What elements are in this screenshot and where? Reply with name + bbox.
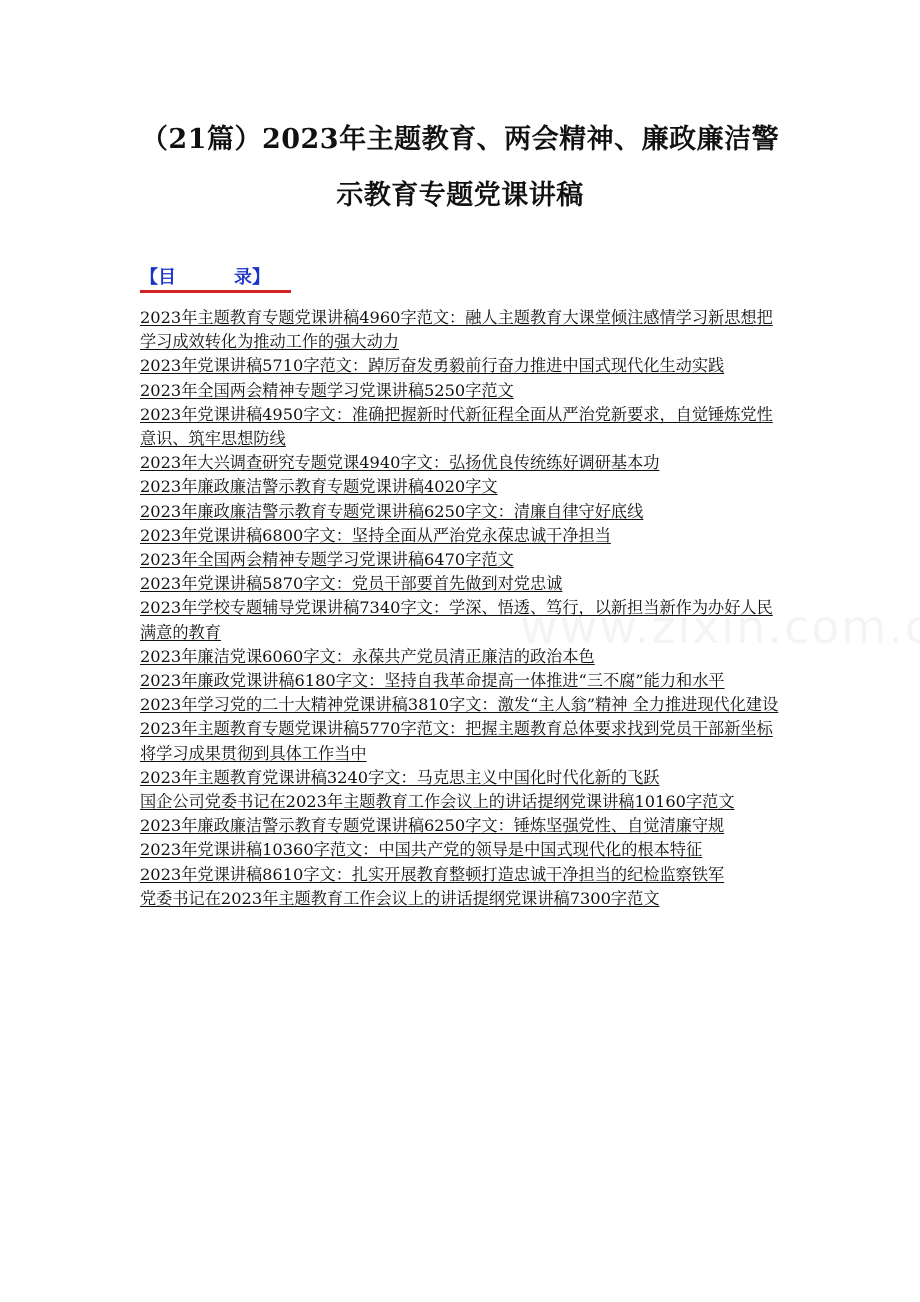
toc-link[interactable]: 2023年大兴调查研究专题党课4940字文：弘扬优良传统练好调研基本功 (140, 453, 660, 473)
toc-heading-right: 录】 (234, 267, 270, 288)
toc-link[interactable]: 2023年党课讲稿5870字文：党员干部要首先做到对党忠诚 (140, 574, 563, 594)
document-title (120, 112, 800, 224)
toc-link[interactable]: 2023年廉政廉洁警示教育专题党课讲稿6250字文：锤炼坚强党性、自觉清廉守规 (140, 816, 725, 836)
toc-link[interactable]: 2023年党课讲稿8610字文：扎实开展教育整顿打造忠诚干净担当的纪检监察铁军 (140, 864, 725, 884)
toc-link[interactable]: 2023年廉洁党课6060字文：永葆共产党员清正廉洁的政治本色 (140, 646, 595, 666)
toc-link[interactable]: 2023年主题教育党课讲稿3240字文：马克思主义中国化时代化新的飞跃 (140, 767, 660, 787)
toc-heading-left: 【目 (140, 267, 176, 288)
toc-link[interactable]: 2023年全国两会精神专题学习党课讲稿6470字范文 (140, 550, 514, 570)
toc-link[interactable]: 2023年主题教育专题党课讲稿5770字范文：把握主题教育总体要求找到党员干部新坐标将学习成果贯彻到具体工作当中 (140, 719, 773, 763)
document-title-line-2: 示教育专题党课讲稿 (336, 180, 584, 211)
toc-link[interactable]: 2023年党课讲稿5710字范文：踔厉奋发勇毅前行奋力推进中国式现代化生动实践 (140, 356, 725, 376)
toc-link[interactable]: 2023年党课讲稿6800字文：坚持全面从严治党永葆忠诚干净担当 (140, 525, 611, 545)
toc-link[interactable]: 2023年党课讲稿4950字文：准确把握新时代新征程全面从严治党新要求，自觉锤炼党性意识、筑牢思想防线 (140, 404, 773, 449)
document-title-line-1: （21篇）2023年主题教育、两会精神、廉政廉洁警 (140, 124, 780, 155)
toc-link[interactable]: 党委书记在2023年主题教育工作会议上的讲话提纲党课讲稿7300字范文 (140, 888, 660, 908)
toc-link[interactable]: 2023年廉政廉洁警示教育专题党课讲稿4020字文 (140, 477, 498, 497)
toc-link[interactable]: 2023年廉政廉洁警示教育专题党课讲稿6250字文：清廉自律守好底线 (140, 501, 644, 521)
toc-heading (140, 266, 291, 293)
toc-link[interactable]: 国企公司党委书记在2023年主题教育工作会议上的讲话提纲党课讲稿10160字范文 (140, 792, 735, 812)
toc-link[interactable]: 2023年主题教育专题党课讲稿4960字范文：融人主题教育大课堂倾注感情学习新思想把学习成效转化为推动工作的强大动力 (140, 308, 773, 352)
toc-link[interactable]: 2023年全国两会精神专题学习党课讲稿5250字范文 (140, 380, 514, 400)
toc-link[interactable]: 2023年学校专题辅导党课讲稿7340字文：学深、悟透、笃行，以新担当新作为办好人民满意的教育 (140, 598, 773, 642)
toc-link[interactable]: 2023年学习党的二十大精神党课讲稿3810字文：激发“主人翁”精神 全力推进现代化建设 (140, 695, 779, 715)
table-of-contents (140, 306, 782, 911)
toc-link[interactable]: 2023年党课讲稿10360字范文：中国共产党的领导是中国式现代化的根本特征 (140, 840, 703, 860)
toc-link[interactable]: 2023年廉政党课讲稿6180字文：坚持自我革命提高一体推进“三不腐”能力和水平 (140, 671, 725, 691)
